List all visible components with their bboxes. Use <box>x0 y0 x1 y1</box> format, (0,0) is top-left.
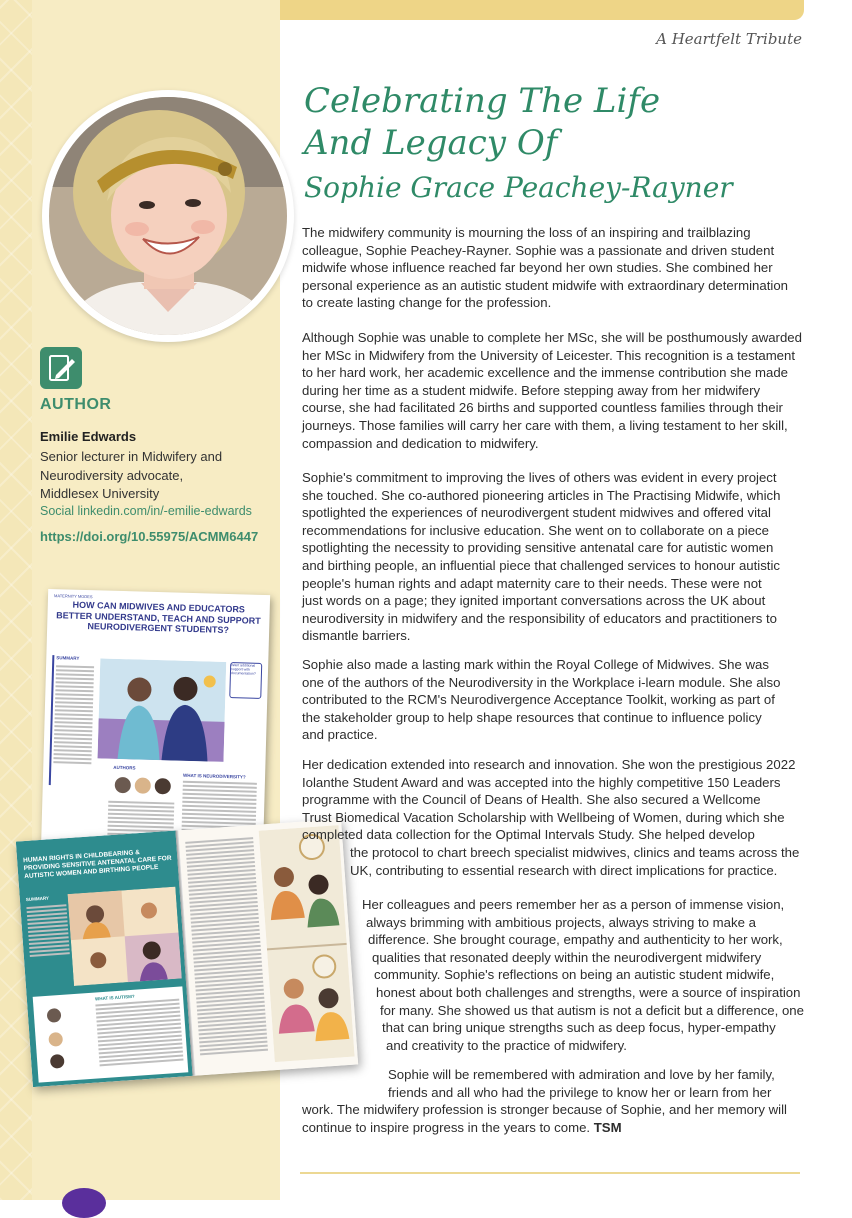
thumbnail-section-heading: WHAT IS NEURODIVERSITY? <box>183 772 246 780</box>
body-paragraph-2 <box>302 329 802 452</box>
decorative-circle <box>62 1188 106 1218</box>
thumbnail-text-lines <box>185 837 268 1057</box>
body-paragraph-6 <box>362 896 804 1054</box>
thumbnail-text-lines <box>95 999 183 1069</box>
body-line: and creativity to the practice of midwifery. <box>386 1037 627 1053</box>
body-line: just words on a page; they ignited important conversations across the UK about <box>302 593 766 609</box>
body-line: the stakeholder group to help shape resources that continue to influence policy <box>302 709 762 725</box>
body-line: course, she had facilitated 26 births and supported countless families through their <box>302 400 783 416</box>
thumbnail-illustration <box>68 887 182 986</box>
title-line: And Legacy Of <box>304 123 558 163</box>
section-label: A Heartfelt Tribute <box>656 30 802 48</box>
body-line: she touched. She co-authored pioneering articles in The Practising Midwife, which <box>302 487 781 503</box>
body-line: midwife whose influence reached far beyond her own studies. She combined her <box>302 260 773 276</box>
body-line: Her colleagues and peers remember her as a person of immense vision, <box>362 897 785 912</box>
pen-paper-icon <box>40 347 82 389</box>
portrait-frame <box>42 90 294 342</box>
author-heading: AUTHOR <box>40 396 112 413</box>
thumbnail-author-photos <box>39 1001 94 1074</box>
thumbnail-lower-panel <box>33 986 189 1082</box>
body-line: one of the authors of the Neurodiversity in the Workplace i-learn module. She also <box>302 674 781 690</box>
body-line: her MSc in Midwifery from the University of Leicester. This recognition is a testament <box>302 347 796 363</box>
bottom-divider <box>300 1172 800 1174</box>
body-line: to create lasting change for the profession. <box>302 295 552 311</box>
body-line: to her hard work, her academic excellence and the immense contribution she made <box>302 365 788 381</box>
body-paragraph-1 <box>302 224 788 312</box>
signoff-tsm: TSM <box>593 1119 622 1135</box>
body-line: Sophie will be remembered with admiration and love by her family, <box>388 1067 775 1082</box>
body-line: and practice. <box>302 727 378 743</box>
author-role-line: Neurodiversity advocate, <box>40 468 184 483</box>
body-line: Sophie's commitment to improving the lives of others was evident in every project <box>302 470 777 485</box>
body-line: community. Sophie's reflections on being an autistic student midwife, <box>374 967 775 983</box>
body-line: recommendations for inclusive education. She went on to collaborate on a piece <box>302 522 769 538</box>
body-line: contributed to the RCM's Neurodivergence Acceptance Toolkit, working as part of <box>302 692 775 708</box>
body-line: spotlighted the experiences of neurodivergent student midwives and offered vital <box>302 505 771 521</box>
body-line: and birthing people, an influential piece that challenged services to honour autistic <box>302 557 780 573</box>
body-line: qualities that resonated deeply within the neurodivergent midwifery <box>372 949 762 965</box>
body-line: completed data collection for the Optimal Intervals Study. She helped develop <box>302 827 755 843</box>
body-paragraph-4 <box>302 656 780 744</box>
body-line: UK, contributing to essential research with direct implications for practice. <box>350 862 778 878</box>
thumbnail-summary-heading: SUMMARY <box>56 655 80 661</box>
author-doi-link[interactable]: https://doi.org/10.55975/ACMM6447 <box>40 529 259 544</box>
body-line: neurodiversity in midwifery and the responsibility of educators and practitioners to <box>302 610 777 626</box>
body-line: dismantle barriers. <box>302 628 411 644</box>
body-paragraph-7 <box>302 1066 787 1136</box>
portrait-photo <box>49 97 287 335</box>
author-social-link[interactable]: Social linkedin.com/in/-emilie-edwards <box>40 504 252 518</box>
body-line: Sophie also made a lasting mark within the Royal College of Midwives. She was <box>302 657 769 672</box>
body-line: Iolanthe Student Award and was accepted into the highly competitive 150 Leaders <box>302 774 781 790</box>
thumbnail-title: HUMAN RIGHTS IN CHILDBEARING & PROVIDING SENSITIVE ANTENATAL CARE FOR AUTISTIC WOMEN AND BIRTHING PEOPLE <box>22 849 172 881</box>
body-line: Although Sophie was unable to complete her MSc, she will be posthumously awarded <box>302 330 802 345</box>
thumbnail-left-page <box>16 831 193 1088</box>
author-name: Emilie Edwards <box>40 429 137 444</box>
body-line: work. The midwifery profession is stronger because of Sophie, and her memory will <box>302 1102 787 1118</box>
body-line: friends and all who had the privilege to know her or learn from her <box>388 1084 772 1100</box>
body-line: always brimming with ambitious projects, always striving to make a <box>366 914 756 930</box>
body-line <box>302 1119 787 1137</box>
thumbnail-summary-heading: SUMMARY <box>25 895 50 903</box>
thumbnail-tag: MATERNITY MODES <box>53 593 93 600</box>
body-line: journeys. Those families will carry her care with them, a living testament to her skill, <box>302 417 788 433</box>
thumbnail-author-photos <box>113 775 174 797</box>
author-role-line: Middlesex University <box>40 486 160 501</box>
thumbnail-summary <box>49 655 99 786</box>
body-line: compassion and dedication to midwifery. <box>302 435 539 451</box>
thumbnail-section-heading: WHAT IS AUTISM? <box>94 993 135 1002</box>
body-line: the protocol to chart breech specialist midwives, clinics and teams across the <box>350 844 800 860</box>
thumbnail-side-box: Want additional support with documentation? <box>229 662 262 699</box>
body-line: difference. She brought courage, empathy and authenticity to her work, <box>368 932 783 948</box>
body-paragraph-3 <box>302 469 780 645</box>
body-line: for many. She showed us that autism is not a deficit but a difference, one <box>380 1002 804 1018</box>
body-line: colleague, Sophie Peachey-Rayner. Sophie was a passionate and driven student <box>302 242 775 258</box>
body-line: during her time as a student midwife. Before stepping away from her midwifery <box>302 382 761 398</box>
thumbnail-illustration <box>98 658 227 761</box>
body-line: Her dedication extended into research and innovation. She won the prestigious 2022 <box>302 757 796 772</box>
body-line: that can bring unique strengths such as deep focus, hyper-empathy <box>382 1020 776 1036</box>
body-line: The midwifery community is mourning the loss of an inspiring and trailblazing <box>302 225 751 240</box>
title-line: Sophie Grace Peachey-Rayner <box>304 171 733 204</box>
body-paragraph-5 <box>302 756 799 879</box>
body-line: personal experience as an autistic student midwife with extraordinary determination <box>302 277 788 293</box>
body-line: people's human rights and adapt maternity care to their needs. These were not <box>302 575 762 591</box>
thumbnail-title: HOW CAN MIDWIVES AND EDUCATORS BETTER UNDERSTAND, TEACH AND SUPPORT NEURODIVERGENT STUDENTS? <box>56 599 261 636</box>
title-line: Celebrating The Life <box>304 81 661 121</box>
thumbnail-authors-heading: AUTHORS <box>113 764 136 771</box>
body-line: Trust Biomedical Vacation Scholarship with Wellbeing of Women, during which she <box>302 809 785 825</box>
thumbnail-text-lines <box>26 904 70 959</box>
author-role-line: Senior lecturer in Midwifery and <box>40 449 223 464</box>
article-title <box>304 81 733 204</box>
body-line: spotlighting the necessity to providing sensitive antenatal care for autistic women <box>302 540 774 556</box>
body-line-text: continue to inspire progress in the years to come. <box>302 1119 591 1135</box>
body-line: programme with the Council of Deans of Health. She also secured a Wellcome <box>302 792 761 808</box>
body-line: honest about both challenges and strengths, were a source of inspiration <box>376 984 801 1000</box>
thumbnail-text-lines <box>53 665 94 766</box>
